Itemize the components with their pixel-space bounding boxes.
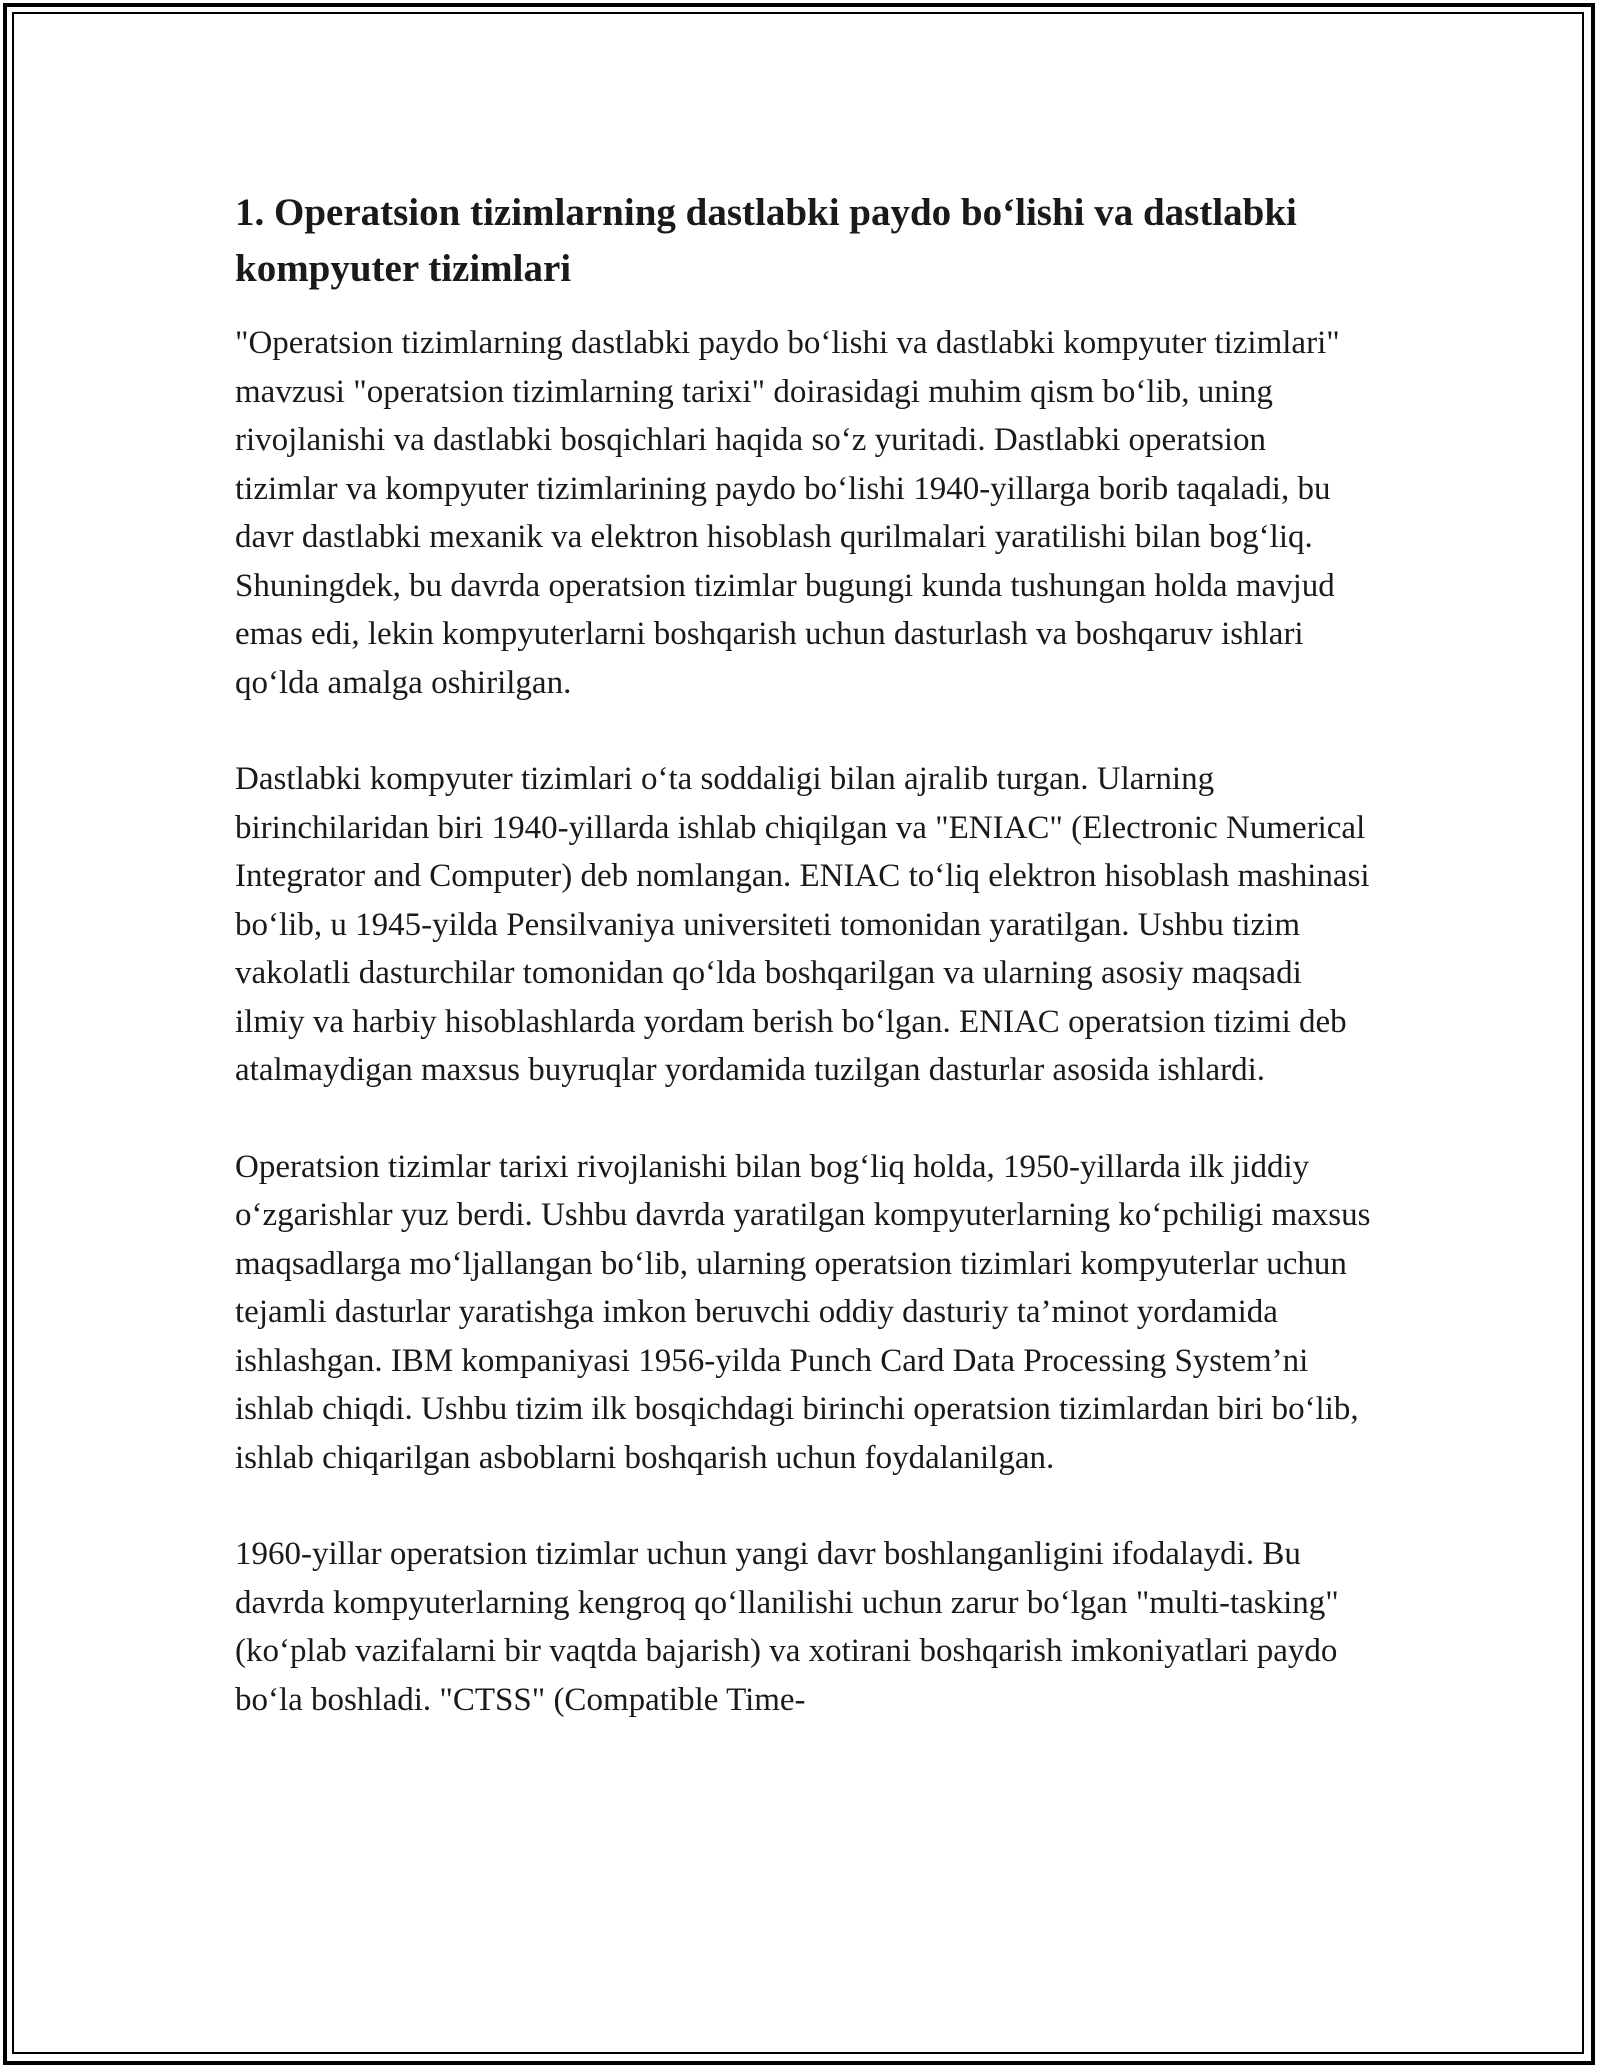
paragraph-4: 1960-yillar operatsion tizimlar uchun yangi davr boshlanganligini ifodalaydi. Bu davrda kompyuterlarning kengroq qo‘llanilishi uchun zarur bo‘lgan "multi-tasking" (ko‘plab vazifalarni bir vaqtda bajarish) va xotirani boshqarish imkoniyatlari paydo bo‘la boshladi. "CTSS" (Compatible Time- [235, 1536, 1339, 1718]
paragraph-1: "Operatsion tizimlarning dastlabki paydo bo‘lishi va dastlabki kompyuter tizimlari" mavzusi "operatsion tizimlarning tarixi" doirasidagi muhim qism bo‘lib, uning rivojlanishi va dastlabki bosqichlari haqida so‘z yuritadi. Dastlabki operatsion tizimlar va kompyuter tizimlarining paydo bo‘lishi 1940-yillarga borib taqaladi, bu davr dastlabki mexanik va elektron hisoblash qurilmalari yaratilishi bilan bog‘liq. Shuningdek, bu davrda operatsion tizimlar bugungi kunda tushungan holda mavjud emas edi, lekin kompyuterlarni boshqarish uchun dasturlash va boshqaruv ishlari qo‘lda amalga oshirilgan. [235, 325, 1340, 701]
paragraph-3: Operatsion tizimlar tarixi rivojlanishi bilan bog‘liq holda, 1950-yillarda ilk jiddiy o‘zgarishlar yuz berdi. Ushbu davrda yaratilgan kompyuterlarning ko‘pchiligi maxsus maqsadlarga mo‘ljallangan bo‘lib, ularning operatsion tizimlari kompyuterlar uchun tejamli dasturlar yaratishga imkon beruvchi oddiy dasturiy ta’minot yordamida ishlashgan. IBM kompaniyasi 1956-yilda Punch Card Data Processing System’ni ishlab chiqdi. Ushbu tizim ilk bosqichdagi birinchi operatsion tizimlardan biri bo‘lib, ishlab chiqarilgan asboblarni boshqarish uchun foydalanilgan. [235, 1148, 1371, 1476]
paragraph-2: Dastlabki kompyuter tizimlari o‘ta soddaligi bilan ajralib turgan. Ularning birinchilaridan biri 1940-yillarda ishlab chiqilgan va "ENIAC" (Electronic Numerical Integrator and Computer) deb nomlangan. ENIAC to‘liq elektron hisoblash mashinasi bo‘lib, u 1945-yilda Pensilvaniya universiteti tomonidan yaratilgan. Ushbu tizim vakolatli dasturchilar tomonidan qo‘lda boshqarilgan va ularning asosiy maqsadi ilmiy va harbiy hisoblashlarda yordam berish bo‘lgan. ENIAC operatsion tizimi deb atalmaydigan maxsus buyruqlar yordamida tuzilgan dasturlar asosida ishlardi. [235, 761, 1370, 1088]
document-body [235, 185, 1375, 1772]
section-heading: 1. Operatsion tizimlarning dastlabki paydo bo‘lishi va dastlabki kompyuter tizimlari [235, 191, 1297, 290]
